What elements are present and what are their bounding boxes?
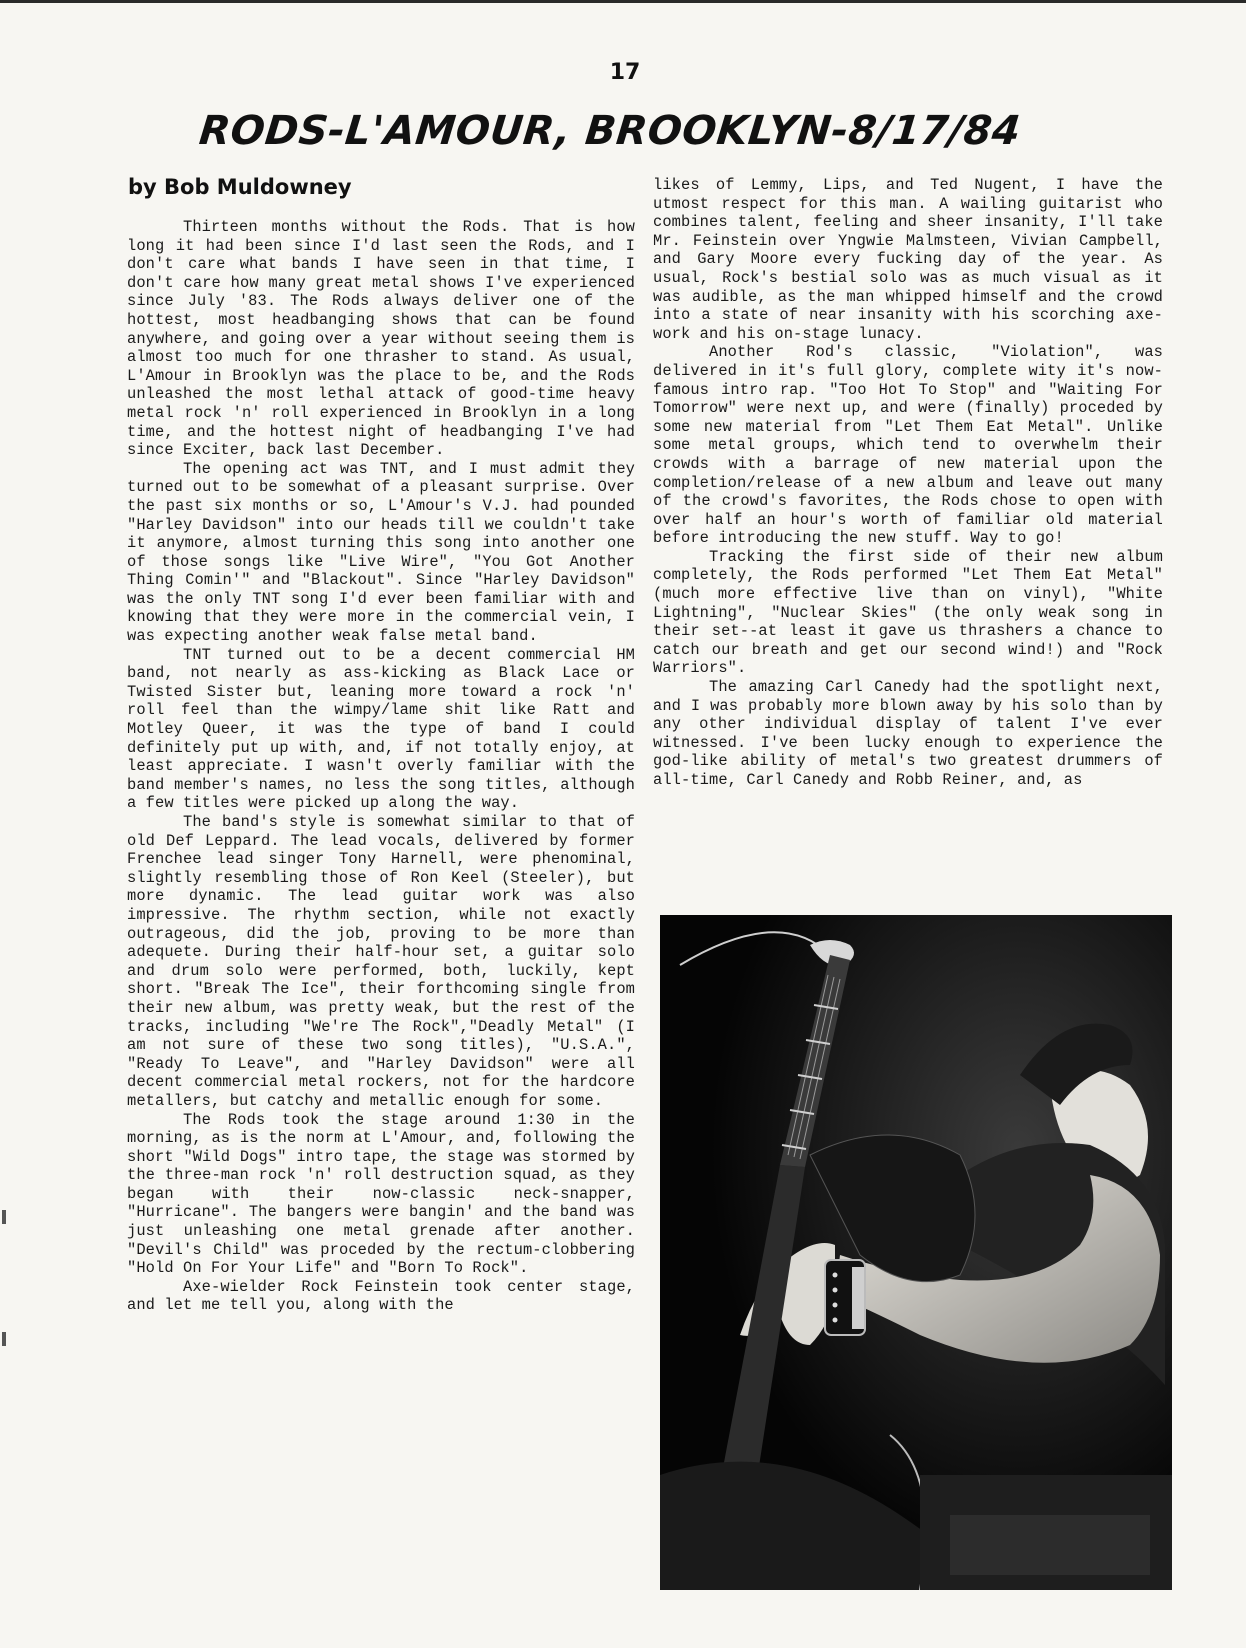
- paragraph: Tracking the first side of their new album completely, the Rods performed "Let Them Eat Metal" (much more effective live than on vinyl), "White Lightning", "Nuclear Skies" (the only weak song in their set--at least it gave us thrashers a chance to catch our breath and get our second wind!) and "Rock Warriors".: [653, 547, 1163, 678]
- concert-photo: [660, 915, 1172, 1590]
- paragraph: The band's style is somewhat similar to that of old Def Leppard. The lead vocals, delivered by former Frenchee lead singer Tony Harnell, were phenominal, slightly resembling those of Ron Keel (Steeler), but more dynamic. The lead guitar work was also impressive. The rhythm section, while not exactly outrageous, did the job, proving to be more than adequete. During their half-hour set, a guitar solo and drum solo were performed, both, luckily, kept short. "Break The Ice", their forthcoming single from their new album, was pretty weak, but the rest of the tracks, including "We're The Rock","Deadly Metal" (I am not sure of these two song titles), "U.S.A.", "Ready To Leave", and "Harley Davidson" were all decent commercial metal rockers, not for the hardcore metallers, but catchy and metallic enough for some.: [127, 813, 635, 1110]
- page-top-edge: [0, 0, 1246, 3]
- paragraph: Axe-wielder Rock Feinstein took center stage, and let me tell you, along with the: [127, 1277, 635, 1315]
- left-column: [127, 218, 635, 1315]
- paragraph: The opening act was TNT, and I must admit they turned out to be somewhat of a pleasant surprise. Over the past six months or so, L'Amour's V.J. had pounded "Harley Davidson" into our heads till we couldn't take it anymore, almost turning this song into another one of those songs like "Live Wire", "You Got Another Thing Comin'" and "Blackout". Since "Harley Davidson" was the only TNT song I'd ever been familiar with and knowing that they were more in the commercial vein, I was expecting another weak false metal band.: [127, 459, 635, 646]
- paragraph: TNT turned out to be a decent commercial HM band, not nearly as ass-kicking as Black Lace or Twisted Sister but, leaning more toward a rock 'n' roll feel than the wimpy/lame shit like Ratt and Motley Queer, it was the type of band I could definitely put up with, and, if not totally enjoy, at least appreciate. I wasn't overly familiar with the band member's names, no less the song titles, although a few titles were picked up along the way.: [127, 645, 635, 813]
- paragraph: The Rods took the stage around 1:30 in the morning, as is the norm at L'Amour, and, following the short "Wild Dogs" intro tape, the stage was stormed by the three-man rock 'n' roll destruction squad, as they began with their now-classic neck-snapper, "Hurricane". The bangers were bangin' and the band was just unleashing one metal grenade after another. "Devil's Child" was proceded by the rectum-clobbering "Hold On For Your Life" and "Born To Rock".: [127, 1110, 635, 1278]
- article-byline: by Bob Muldowney: [128, 175, 352, 199]
- margin-mark: [2, 1210, 6, 1224]
- page-number: 17: [609, 60, 641, 85]
- paragraph: likes of Lemmy, Lips, and Ted Nugent, I have the utmost respect for this man. A wailing guitarist who combines talent, feeling and sheer insanity, I'll take Mr. Feinstein over Yngwie Malmsteen, Vivian Campbell, and Gary Moore every fucking day of the year. As usual, Rock's bestial solo was as much visual as it was audible, as the man whipped himself and the crowd into a state of near insanity with his scorching axe-work and his on-stage lunacy.: [653, 176, 1163, 343]
- article-headline: RODS-L'AMOUR, BROOKLYN-8/17/84: [197, 108, 1023, 154]
- right-column: [653, 176, 1163, 790]
- margin-mark: [2, 1332, 6, 1346]
- paragraph: Another Rod's classic, "Violation", was delivered in it's full glory, complete wity it's now-famous intro rap. "Too Hot To Stop" and "Waiting For Tomorrow" were next up, and were (finally) proceded by some new material from "Let Them Eat Metal". Unlike some metal groups, which tend to overwhelm their crowds with a barrage of new material upon the completion/release of a new album and leave out many of the crowd's favorites, the Rods chose to open with over half an hour's worth of familiar old material before introducing the new stuff. Way to go!: [653, 343, 1163, 548]
- guitarist-photo-illustration: [660, 915, 1172, 1590]
- paragraph: The amazing Carl Canedy had the spotlight next, and I was probably more blown away by his solo than by any other individual display of talent I've ever witnessed. I've been lucky enough to experience the god-like ability of metal's two greatest drummers of all-time, Carl Canedy and Robb Reiner, and, as: [653, 678, 1163, 789]
- paragraph: Thirteen months without the Rods. That is how long it had been since I'd last seen the Rods, and I don't care what bands I have seen in that time, I don't care how many great metal shows I've experienced since July '83. The Rods always deliver one of the hottest, most headbanging shows that can be found anywhere, and going over a year without seeing them is almost too much for one thrasher to stand. As usual, L'Amour in Brooklyn was the place to be, and the Rods unleashed the most lethal attack of good-time heavy metal rock 'n' roll experienced in Brooklyn in a long time, and the hottest night of headbanging I've had since Exciter, back last December.: [127, 218, 635, 460]
